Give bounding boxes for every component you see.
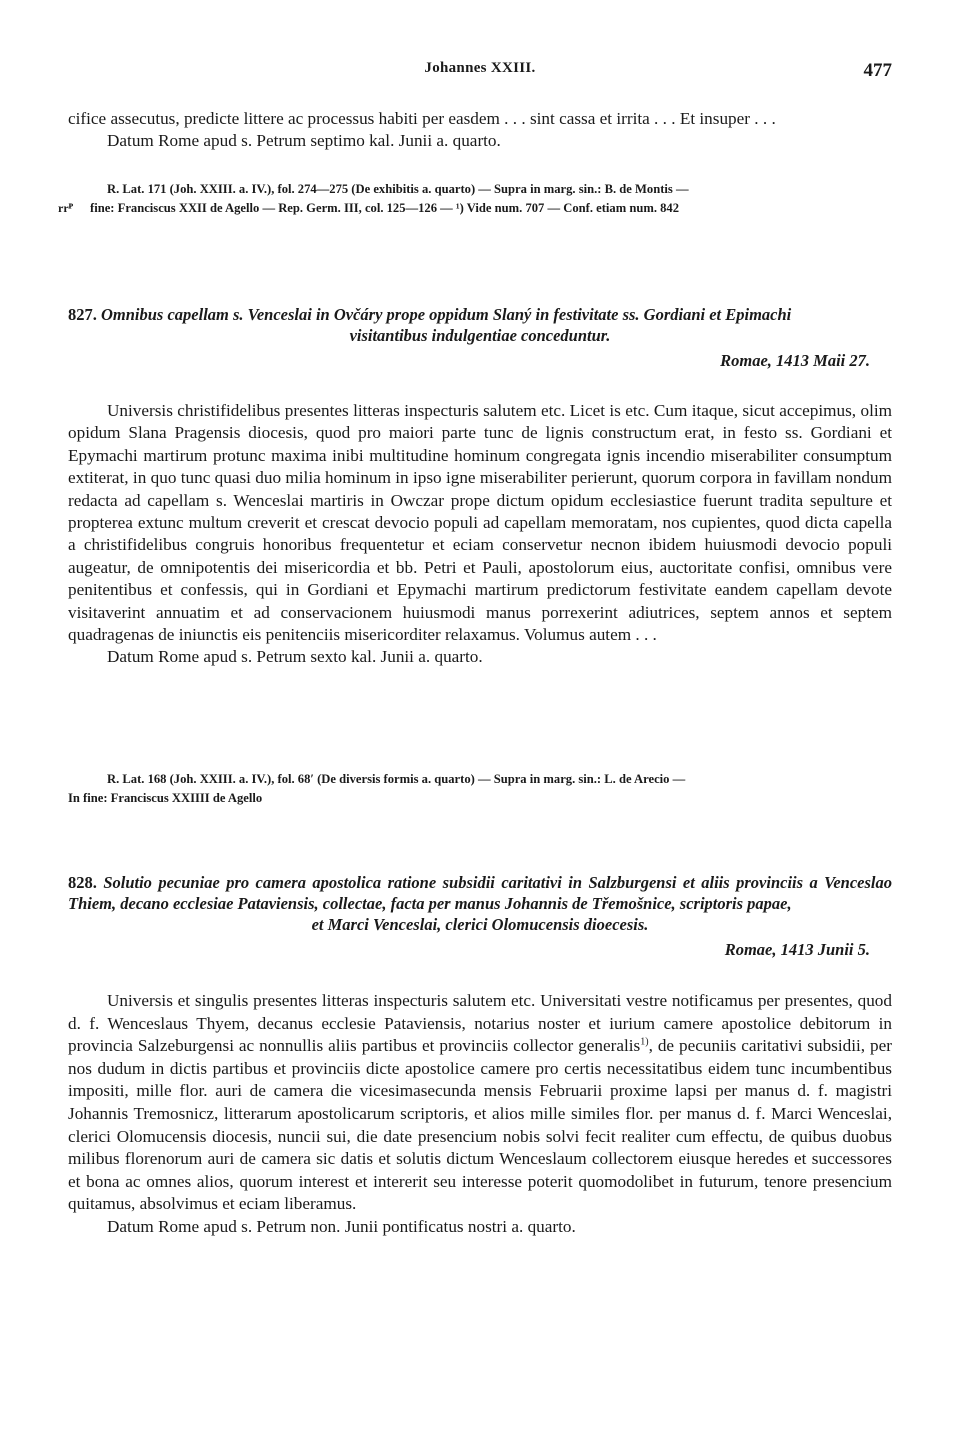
entry-number: 827. [68,305,97,324]
entry-body-text: Universis et singulis presentes litteras inspecturis salutem etc. Universitati vestre notificamus per presentes, quod d. f. Wenceslaus Thyem, decanus ecclesie Pataviensis, notarius noster et iurium camere apostolice debitorum in provincia Salzeburgensi ac nonnullis aliis partibus et provinciis collector generalis [68,991,892,1056]
entry-title [68,304,892,346]
note-line [58,199,892,218]
entry-828-body [68,990,892,1239]
entry-827-heading [68,304,892,372]
entry-number: 828. [68,873,97,892]
archival-note [68,770,892,808]
entry-827-body [68,400,892,669]
margin-marker: rrᴾ [58,201,74,215]
note-line: In fine: Franciscus XXIIII de Agello [68,791,263,805]
page-header [0,60,960,88]
entry-dateline: Romae, 1413 Maii 27. [720,351,870,370]
entry-828-heading [68,872,892,961]
datum-line: Datum Rome apud s. Petrum sexto kal. Junii a. quarto. [107,647,483,667]
datum-line: Datum Rome apud s. Petrum non. Junii pontificatus nostri a. quarto. [107,1216,576,1236]
entry-dateline: Romae, 1413 Junii 5. [724,940,870,959]
note-line: R. Lat. 168 (Joh. XXIII. a. IV.), fol. 68′ (De diversis formis a. quarto) — Supra in marg. sin.: L. de Arecio — [107,772,686,786]
entry-body [68,990,892,1216]
page-number: 477 [863,60,892,81]
running-title: Johannes XXIII. [424,60,536,76]
entry-body: Universis christifidelibus presentes litteras inspecturis salutem etc. Licet is etc. Cum itaque, sicut accepimus, olim opidum Slana Pragensis diocesis, quod pro maiori parte tunc de lignis constructum erat, in festo ss. Gordiani et Epymachi martirum protunc maxima inibi multitudine hominum congregata ignis incendio miserabiliter consumptum extiterat, in quo tunc quasi duo milia hominum in ipso igne miserabiliter perierunt, quorum corpora in favillam nondum redacta ad capellam s. Wenceslai martiris in Owczar prope dictum opidum ecclesiastice fuerunt tradita sepulture et propterea extunc multum creverit et crescat devocio populi ad capellam memoratam, nos cupientes, quod dicta capella a christifidelibus congruis honoribus frequentetur et eciam conservetur necnon ibidem huiusmodi devocio populi augeatur, de omnipotentis dei misericordia et bb. Petri et Pauli, apostolorum eius, auctoritate confisi, omnibus vere penitentibus et confessis, qui in Gordiani et Epymachi martirum predictorum festivitate eandem capellam devote visitaverint annuatim et ad conservacionem huiusmodi manus porrexerint adiutrices, septem annos et septem quadragenas de iniunctis eis penitenciis misericorditer relaxamus. Volumus autem . . . [68,401,892,645]
entry-body-text: , de pecuniis caritativi subsidii, per nos dudum in dictis partibus et provinciis dicte apostolice camere pro certis necessitatibus eidem tunc incumbentibus impositi, mille flor. auri de camera die vicesimasecunda mensis Februarii proxime lapsi per manus d. f. magistri Johannis Tremosnicz, litterarum apostolicarum scriptoris, et alios mille similes flor. per manus d. f. Marci Wenceslai, clerici Olomucensis diocesis, nuncii sui, die date presencium nobis solvi fecit realiter cum effectu, de quibus duobus milibus florenorum auri de camera sic datis et solutis dictum Wenceslaum collectorem eiusque heredes et successores et bona ac omnes alios, quorum interest et intererit seu interesse poterit quomodolibet in futurum, tenore presencium quitamus, absolvimus et eciam liberamus. [68,1036,892,1214]
continuation-text [68,108,892,152]
note-line: R. Lat. 171 (Joh. XXIII. a. IV.), fol. 274—275 (De exhibitis a. quarto) — Supra in marg. sin.: B. de Montis — [107,182,689,196]
archival-note [58,180,892,218]
entry-title-line: Omnibus capellam s. Venceslai in Ovčáry prope oppidum Slaný in festivitate ss. Gordiani et Epimachi [101,305,792,324]
entry-title-line: visitantibus indulgentiae conceduntur. [349,326,611,345]
continuation-paragraph: cifice assecutus, predicte littere ac processus habiti per easdem . . . sint cassa et irrita . . . Et insuper . . . [68,109,776,128]
datum-line: Datum Rome apud s. Petrum septimo kal. Junii a. quarto. [107,131,501,151]
entry-title [68,872,892,935]
entry-title-line: Solutio pecuniae pro camera apostolica ratione subsidii caritativi in Salzburgensi et aliis provinciis a Venceslao Thiem, decano ecclesiae Pataviensis, collectae, facta per manus Johannis de Třemošnice, scriptoris papae, [68,873,892,913]
entry-title-line: et Marci Venceslai, clerici Olomucensis dioecesis. [311,915,649,934]
note-line-text: fine: Franciscus XXII de Agello — Rep. Germ. III, col. 125—126 — ¹) Vide num. 707 — Conf. etiam num. 842 [90,201,680,215]
footnote-ref: 1) [640,1036,649,1048]
